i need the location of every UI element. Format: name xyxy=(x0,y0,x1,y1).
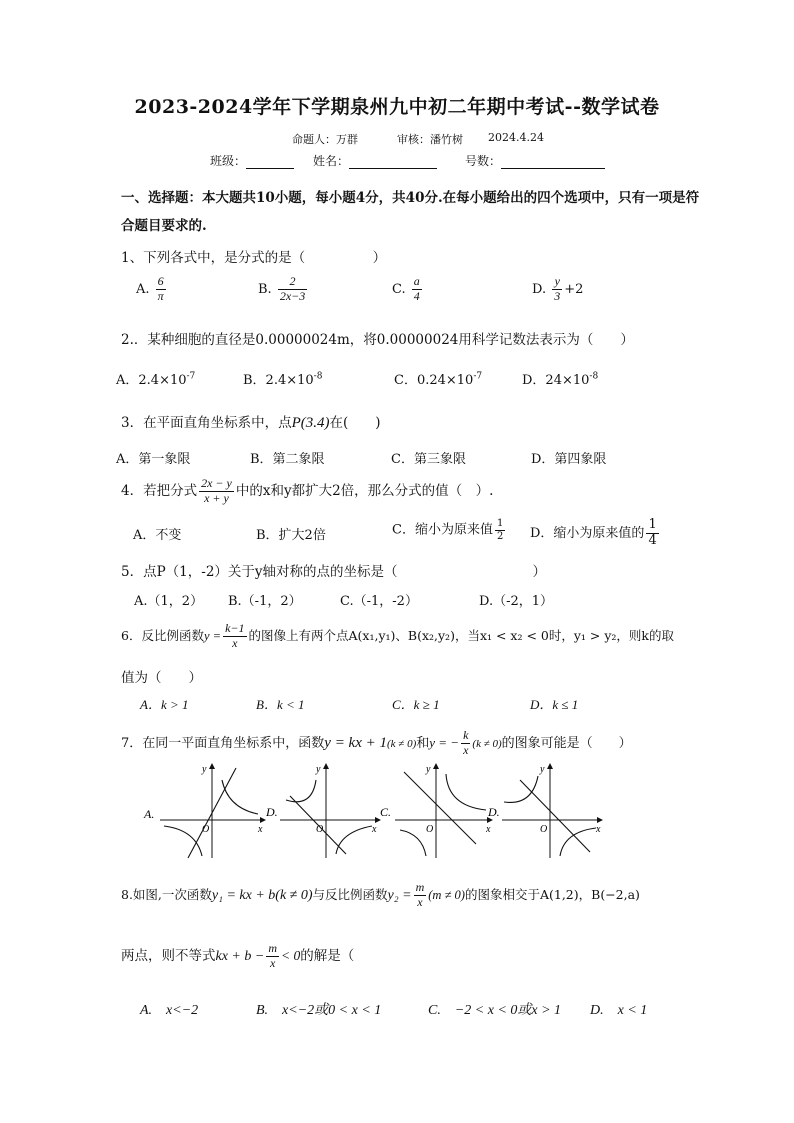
q7-graph-d-y-label: y xyxy=(540,764,545,775)
q7-graph-d-x-label: x xyxy=(596,824,601,835)
q6-stem xyxy=(121,622,674,651)
q8-stem-pre: 8.如图,一次函数 xyxy=(121,886,212,902)
q2-a-text: A．2.4×10 xyxy=(116,373,187,388)
q7-graph-b-label: D. xyxy=(266,805,278,819)
name-label: 姓名： xyxy=(313,154,350,168)
q6-stem-post: 的图像上有两个点A(x₁,y₁)、B(x₂,y₂)，当x₁ < x₂ < 0时，y₁ > y₂，则k的取 xyxy=(248,627,675,643)
q5-option-c[interactable]: C.（-1，-2） xyxy=(340,594,418,609)
q4-stem-pre: 4．若把分式 xyxy=(121,482,198,499)
q8-ineq-lhs: kx + b − xyxy=(215,948,265,964)
class-label: 班级： xyxy=(210,154,247,168)
q6-option-a[interactable]: A．k > 1 xyxy=(140,697,189,712)
q2-b-exp: -8 xyxy=(313,371,323,382)
q3-stem-pre: 3．在平面直角坐标系中，点 xyxy=(121,415,292,431)
q7-stem xyxy=(121,729,632,758)
q2-option-a[interactable] xyxy=(116,369,195,388)
q1-a-num: 6 xyxy=(156,275,166,290)
q6-option-c[interactable]: C．k ≥ 1 xyxy=(392,697,440,712)
q7-graph-d[interactable] xyxy=(487,764,602,858)
q7-cond1: (k ≠ 0) xyxy=(387,737,417,750)
q4-c-fraction xyxy=(495,518,505,542)
q1-a-den: π xyxy=(157,288,164,303)
q7-stem-post: 的图象可能是（ ） xyxy=(501,735,632,751)
q1-c-fraction xyxy=(412,275,422,304)
q4-fraction xyxy=(199,477,234,506)
q6-option-d[interactable]: D．k ≤ 1 xyxy=(530,697,579,712)
q1-stem: 1、下列各式中，是分式的是（ ） xyxy=(121,250,387,266)
q7-func2-num: k xyxy=(463,728,469,742)
q3-stem xyxy=(121,411,381,432)
name-blank[interactable] xyxy=(349,156,437,169)
q5-option-b[interactable]: B.（-1，2） xyxy=(228,594,302,609)
q6-stem-pre: 6．反比例函数 xyxy=(121,627,204,643)
q7-graph-a[interactable] xyxy=(143,764,265,858)
q7-func2-den: x xyxy=(463,742,469,757)
q3-stem-post: 在( ) xyxy=(329,415,381,431)
q8-ineq-rhs: < 0 xyxy=(281,947,301,963)
q7-graph-b-origin: O xyxy=(316,824,324,835)
reviewer-label: 审核：潘竹树 xyxy=(397,133,463,146)
q4-d-text: D．缩小为原来值的 xyxy=(530,525,645,541)
q1-option-b[interactable] xyxy=(258,275,309,304)
q8-line2-pre: 两点，则不等式 xyxy=(121,947,216,964)
q6-func-den: x xyxy=(232,635,238,650)
q1-c-label: C. xyxy=(392,281,406,297)
page-title: 2023-2024学年下学期泉州九中初二年期中考试--数学试卷 xyxy=(134,96,660,118)
q7-graph-b-x-label: x xyxy=(372,824,377,835)
q2-stem: 2.．某种细胞的直径是0.00000024m，将0.00000024用科学记数法表示为（ ） xyxy=(121,332,634,348)
q8-stem xyxy=(121,881,640,910)
q6-line2: 值为（ ） xyxy=(121,670,202,686)
section1-line2: 合题目要求的. xyxy=(121,218,207,234)
q8-mid: 与反比例函数 xyxy=(312,886,388,902)
q6-option-b[interactable]: B．k < 1 xyxy=(256,697,305,712)
q1-option-c[interactable] xyxy=(392,275,424,304)
q1-a-label: A. xyxy=(136,281,150,297)
q4-option-a[interactable]: A．不变 xyxy=(133,528,182,543)
q6-func-lhs: y = xyxy=(203,628,222,643)
q2-c-text: C．0.24×10 xyxy=(394,373,474,388)
q7-fraction xyxy=(461,729,470,758)
q5-option-a[interactable]: A.（1，2） xyxy=(134,594,204,609)
q4-option-c[interactable] xyxy=(392,518,507,542)
q7-graphs xyxy=(140,760,610,860)
q8-line2 xyxy=(121,942,354,971)
q8-func2-lhs: y₂ = xyxy=(387,887,412,903)
q7-graph-c-x-label: x xyxy=(486,824,491,835)
q7-stem-pre: 7．在同一平面直角坐标系中，函数 xyxy=(121,735,325,751)
q1-b-den: 2x−3 xyxy=(279,288,306,303)
q8-option-d[interactable]: D. x < 1 xyxy=(590,1003,648,1018)
q7-graph-c-curve2 xyxy=(400,830,426,856)
q3-option-d[interactable]: D．第四象限 xyxy=(531,452,607,467)
q4-option-d[interactable] xyxy=(530,518,661,549)
q7-graph-c-y-label: y xyxy=(426,764,431,775)
q7-graph-b-line xyxy=(290,796,346,854)
q7-graph-a-origin: O xyxy=(202,824,210,835)
q7-graph-a-curve2 xyxy=(164,826,202,856)
q1-b-fraction xyxy=(278,275,307,304)
q3-option-b[interactable]: B．第二象限 xyxy=(250,452,325,467)
q7-graph-b-y-label: y xyxy=(316,764,321,775)
q1-b-num: 2 xyxy=(278,275,307,290)
q7-graph-c-label: C. xyxy=(380,805,392,819)
q7-graph-d-line xyxy=(520,780,590,852)
q7-func1: y = kx + 1 xyxy=(324,734,387,751)
q7-graph-d-origin: O xyxy=(540,824,548,835)
q1-d-num: y xyxy=(552,275,562,290)
q8-cond2: (m ≠ 0) xyxy=(428,887,465,902)
q1-c-den: 4 xyxy=(413,288,420,303)
q2-b-text: B．2.4×10 xyxy=(243,373,314,388)
q4-stem-post: 中的x和y都扩大2倍，那么分式的值（ ）. xyxy=(235,482,494,499)
q4-stem xyxy=(121,477,493,506)
q5-option-d[interactable]: D.（-2，1） xyxy=(479,594,554,609)
q7-graph-c-line xyxy=(404,772,476,844)
q7-graph-c-curve1 xyxy=(446,774,486,810)
q2-d-text: D．24×10 xyxy=(522,373,590,388)
q8-option-a[interactable]: A. x<−2 xyxy=(140,1003,199,1018)
q4-c-den: 2 xyxy=(496,530,504,542)
q8-stem-post: 的图象相交于A(1,2)，B(−2,a) xyxy=(464,886,640,902)
q8-func1: y₁ = kx + b(k ≠ 0) xyxy=(211,887,313,903)
q8-option-c[interactable]: C. −2 < x < 0或x > 1 xyxy=(428,1003,562,1018)
q3-option-c[interactable]: C．第三象限 xyxy=(391,452,466,467)
q1-option-a[interactable] xyxy=(136,275,168,304)
q1-d-fraction xyxy=(552,275,562,304)
number-label: 号数： xyxy=(465,154,502,168)
q8-ineq-fraction xyxy=(266,942,279,971)
exam-date: 2024.4.24 xyxy=(488,131,544,144)
q2-option-c[interactable] xyxy=(394,369,482,388)
q2-c-exp: -7 xyxy=(473,371,483,382)
number-blank[interactable] xyxy=(501,156,605,169)
q7-graph-d-curve2 xyxy=(560,828,596,856)
q4-frac-den: x + y xyxy=(204,490,229,505)
setter-label: 命题人：万群 xyxy=(292,133,358,146)
q7-graph-c-origin: O xyxy=(426,824,434,835)
q7-graph-d-curve1 xyxy=(504,776,538,802)
q2-a-exp: -7 xyxy=(186,371,196,382)
q4-frac-num: 2x − y xyxy=(201,476,232,490)
q4-d-den: 4 xyxy=(648,532,657,548)
section1-line1: 一、选择题：本大题共10小题，每小题4分，共40分.在每小题给出的四个选项中，只有一项是符 xyxy=(121,190,700,206)
q7-graph-b-curve1 xyxy=(286,780,316,802)
q1-c-num: a xyxy=(413,274,420,288)
q7-graph-a-y-label: y xyxy=(202,764,207,775)
q1-d-label: D. xyxy=(532,281,547,297)
q7-func2-lhs: y = − xyxy=(429,734,460,750)
q4-option-b[interactable]: B．扩大2倍 xyxy=(256,528,326,543)
q7-cond2: (k ≠ 0) xyxy=(472,737,502,750)
q2-option-b[interactable] xyxy=(243,369,322,388)
q6-fraction xyxy=(223,622,246,651)
name-field xyxy=(313,152,437,169)
q7-graph-d-label: D. xyxy=(488,805,500,819)
q7-mid: 和 xyxy=(416,735,430,751)
q8-ineq-num: m xyxy=(268,941,277,955)
q8-func2-num: m xyxy=(415,880,425,894)
q7-graph-a-label: A. xyxy=(144,807,155,821)
q1-a-fraction xyxy=(156,275,166,304)
q3-option-a[interactable]: A．第一象限 xyxy=(116,452,191,467)
q7-graph-c[interactable] xyxy=(380,764,492,858)
q1-d-den: 3 xyxy=(554,288,561,303)
q8-func2-den: x xyxy=(417,894,423,909)
q4-c-text: C．缩小为原来值 xyxy=(392,522,493,538)
q8-line2-post: 的解是（ xyxy=(300,947,355,964)
q5-stem: 5．点P（1，-2）关于y轴对称的点的坐标是（ ） xyxy=(121,564,547,580)
q1-option-d[interactable] xyxy=(532,275,583,304)
q7-graph-a-x-label: x xyxy=(258,824,263,835)
q8-ineq-den: x xyxy=(270,955,276,970)
q8-fraction xyxy=(414,881,427,910)
q6-func-num: k−1 xyxy=(225,621,245,635)
q8-option-b[interactable]: B. x<−2或0 < x < 1 xyxy=(256,1003,382,1018)
q3-point: P(3.4) xyxy=(291,415,330,431)
number-field xyxy=(465,152,605,169)
q4-c-num: 1 xyxy=(496,518,504,529)
class-field xyxy=(210,152,294,169)
class-blank[interactable] xyxy=(246,156,294,169)
q2-d-exp: -8 xyxy=(589,371,599,382)
q1-b-label: B. xyxy=(258,281,272,297)
q7-graph-b[interactable] xyxy=(265,764,380,858)
q1-d-tail: +2 xyxy=(564,281,584,297)
q2-option-d[interactable] xyxy=(522,369,598,388)
q4-d-num: 1 xyxy=(648,517,657,532)
q4-d-fraction xyxy=(646,518,658,549)
